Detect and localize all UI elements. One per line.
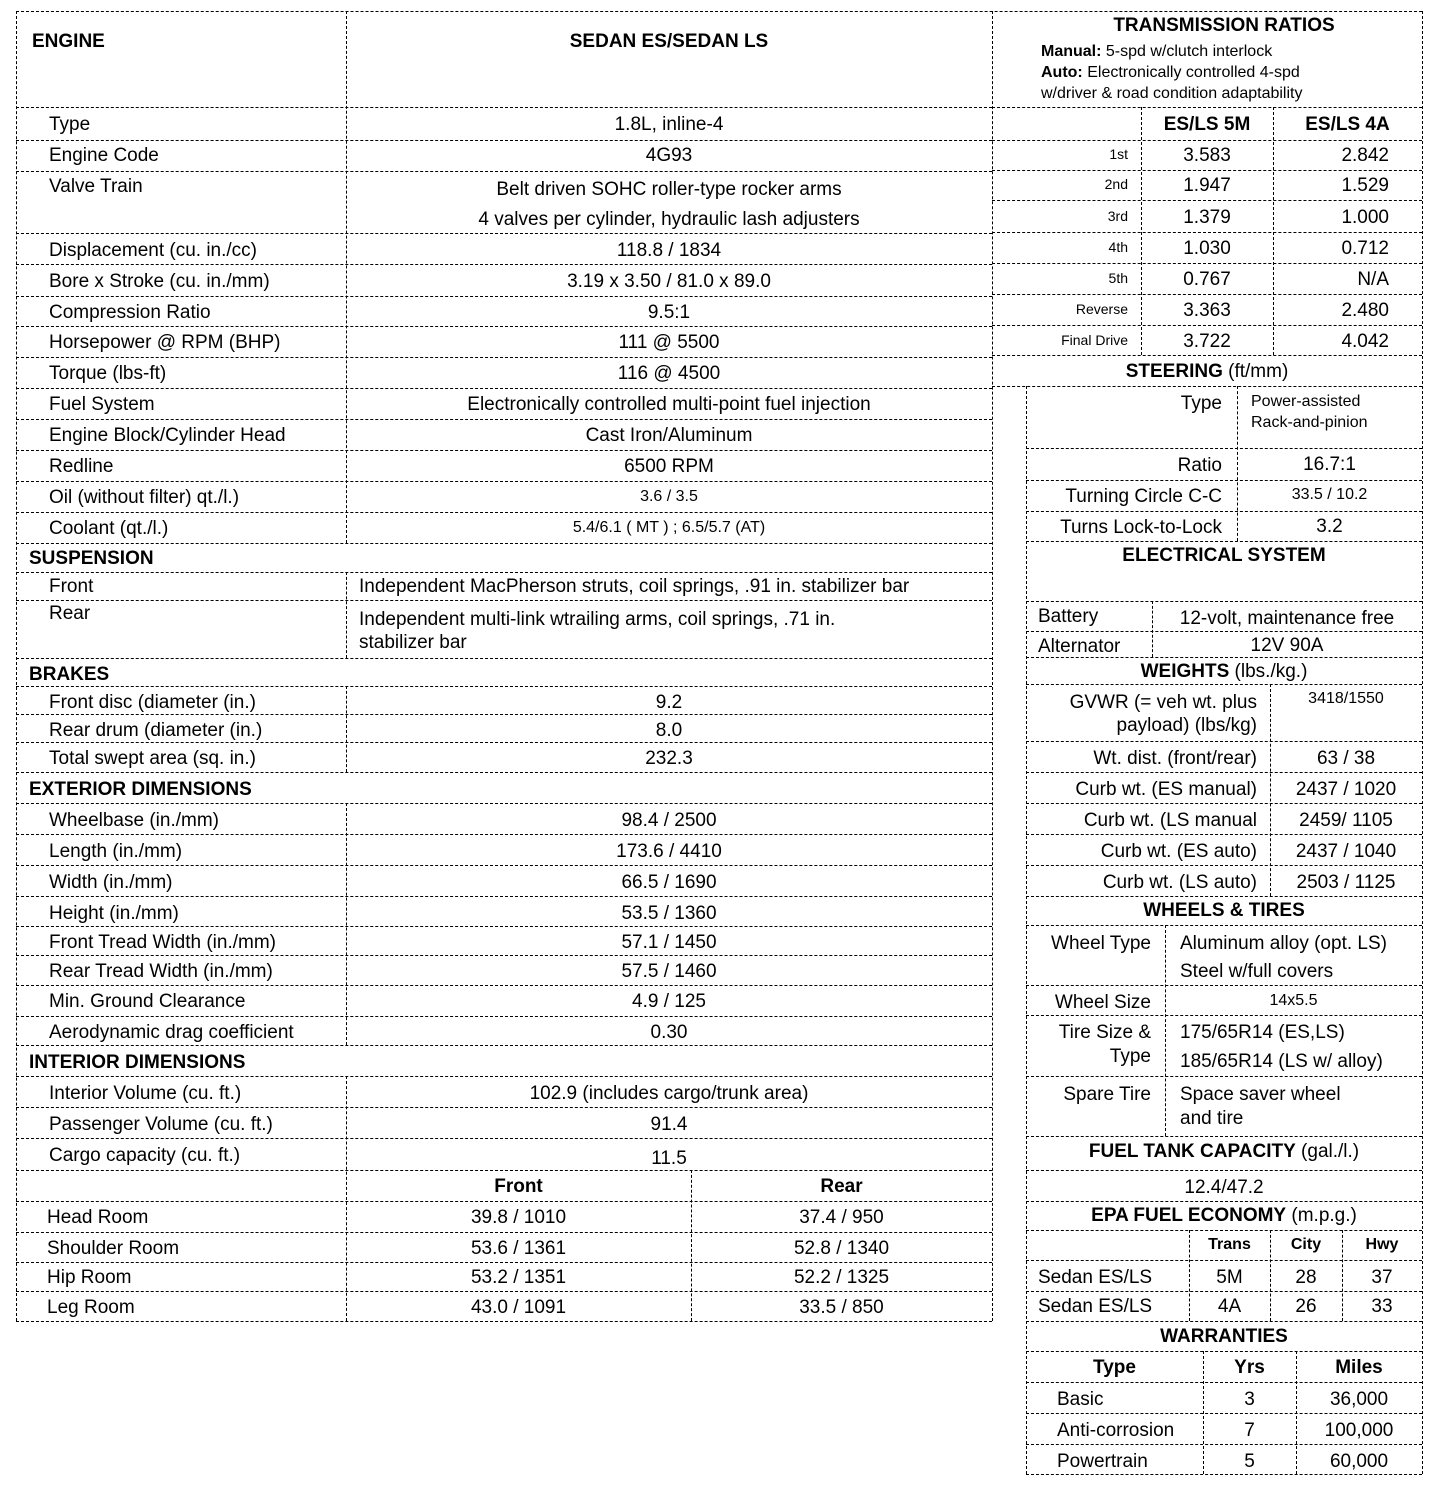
brakes-row-value: 232.3: [645, 748, 693, 769]
weight-row-value: 2437 / 1020: [1295, 779, 1397, 800]
suspension-header: SUSPENSION: [29, 548, 154, 569]
warranty-row-yrs: 7: [1244, 1420, 1255, 1441]
weight-row-label: Curb wt. (ES auto): [1100, 841, 1257, 862]
room-row-front: 53.6 / 1361: [470, 1238, 567, 1259]
gear-label: Reverse: [1075, 301, 1128, 317]
weights-units: (lbs./kg.): [1234, 661, 1308, 682]
gear-4a-value: 4.042: [1341, 331, 1389, 352]
epa-header: EPA FUEL ECONOMY: [1091, 1205, 1287, 1226]
engine-row-label: Fuel System: [49, 394, 155, 415]
front-column-header: Front: [494, 1176, 543, 1197]
gear-label: 3rd: [1107, 208, 1128, 224]
suspension-row-value-line2: stabilizer bar: [359, 632, 467, 653]
col-5m-header: ES/LS 5M: [1163, 114, 1251, 135]
room-row-front: 53.2 / 1351: [470, 1267, 567, 1288]
battery-label: Battery: [1038, 606, 1099, 627]
engine-row-label: Torque (lbs-ft): [49, 363, 167, 384]
steering-type-label: Type: [1180, 393, 1222, 414]
turning-circle-label: Turning Circle C-C: [1065, 486, 1222, 507]
gear-4a-value: 0.712: [1341, 238, 1389, 259]
exterior-row-value: 98.4 / 2500: [621, 810, 717, 831]
gear-5m-value: 1.947: [1183, 175, 1231, 196]
alternator-value: 12V 90A: [1250, 635, 1324, 656]
wheels-header: WHEELS & TIRES: [1143, 900, 1305, 921]
exterior-row-label: Length (in./mm): [49, 841, 183, 862]
gear-4a-value: 1.000: [1341, 207, 1389, 228]
wheel-size-value: 14x5.5: [1269, 992, 1318, 1009]
exterior-row-value: 66.5 / 1690: [621, 872, 717, 893]
gear-label: Final Drive: [1061, 332, 1128, 348]
room-row-label: Head Room: [47, 1207, 149, 1228]
wheel-type-value: Aluminum alloy (opt. LS): [1180, 933, 1387, 954]
engine-row-value: Cast Iron/Aluminum: [585, 425, 753, 446]
epa-row-model: Sedan ES/LS: [1038, 1296, 1153, 1317]
epa-row-model: Sedan ES/LS: [1038, 1267, 1153, 1288]
gear-label: 2nd: [1104, 176, 1128, 192]
engine-row-value: 116 @ 4500: [617, 363, 721, 384]
interior-row-label: Cargo capacity (cu. ft.): [49, 1145, 241, 1166]
exterior-header: EXTERIOR DIMENSIONS: [29, 779, 252, 800]
weight-row-value: 2503 / 1125: [1296, 872, 1396, 893]
auto-desc: [1041, 65, 1300, 81]
exterior-row-label: Wheelbase (in./mm): [49, 810, 219, 831]
engine-row-value: 1.8L, inline-4: [614, 114, 724, 135]
gear-5m-value: 3.583: [1183, 145, 1231, 166]
interior-row-label: Passenger Volume (cu. ft.): [49, 1114, 273, 1135]
steering-ratio-label: Ratio: [1177, 455, 1222, 476]
engine-row-value: 3.19 x 3.50 / 81.0 x 89.0: [567, 271, 771, 292]
brakes-row-label: Rear drum (diameter (in.): [49, 720, 263, 741]
suspension-row-label: Front: [49, 576, 94, 597]
auto-text-line2: w/driver & road condition adaptability: [1041, 85, 1303, 102]
engine-row-value: 9.5:1: [647, 302, 691, 323]
alternator-label: Alternator: [1038, 636, 1121, 657]
weight-row-value: 63 / 38: [1316, 748, 1376, 769]
col-4a-header: ES/LS 4A: [1305, 114, 1390, 135]
gear-4a-value: 1.529: [1341, 175, 1389, 196]
engine-row-value: 6500 RPM: [624, 456, 714, 477]
steering-units: (ft/mm): [1228, 361, 1289, 382]
epa-row-trans: 4A: [1217, 1296, 1242, 1317]
exterior-row-value: 4.9 / 125: [632, 991, 706, 1012]
warranty-miles-header: Miles: [1335, 1357, 1383, 1378]
room-row-rear: 52.2 / 1325: [793, 1267, 890, 1288]
engine-header: ENGINE: [32, 31, 105, 52]
tire-size-label-line2: Type: [1109, 1046, 1151, 1067]
steering-header: STEERING: [1125, 361, 1223, 382]
rear-column-header: Rear: [820, 1176, 863, 1197]
epa-hwy-header: Hwy: [1365, 1236, 1399, 1253]
warranty-row-miles: 36,000: [1329, 1389, 1389, 1410]
gvwr-label: GVWR (= veh wt. plus: [1069, 692, 1257, 713]
weight-row-label: Curb wt. (ES manual): [1075, 779, 1257, 800]
epa-trans-header: Trans: [1208, 1236, 1251, 1253]
engine-row-value: 3.6 / 3.5: [640, 488, 698, 505]
turning-circle-value: 33.5 / 10.2: [1291, 486, 1368, 503]
fuel-tank-value: 12.4/47.2: [1184, 1177, 1264, 1198]
engine-row-label: Engine Block/Cylinder Head: [49, 425, 286, 446]
transmission-header: TRANSMISSION RATIOS: [1113, 15, 1335, 36]
interior-row-value: 102.9 (includes cargo/trunk area): [529, 1083, 809, 1104]
engine-row-label: Valve Train: [49, 176, 143, 197]
steering-title: [992, 362, 1422, 381]
room-row-label: Shoulder Room: [47, 1238, 180, 1259]
spare-tire-value-line2: and tire: [1180, 1108, 1244, 1129]
epa-row-hwy: 33: [1371, 1296, 1393, 1317]
fuel-tank-units: (gal./l.): [1301, 1141, 1360, 1162]
gvwr-value: 3418/1550: [1308, 690, 1384, 707]
steering-type-value: Power-assisted: [1251, 393, 1361, 410]
brakes-row-value: 8.0: [655, 720, 683, 741]
engine-row-label: Coolant (qt./l.): [49, 518, 169, 539]
suspension-row-value: Independent multi-link wtrailing arms, coil springs, .71 in.: [359, 609, 836, 630]
warranty-row-type: Basic: [1057, 1389, 1104, 1410]
weight-row-label: Curb wt. (LS manual: [1083, 810, 1257, 831]
epa-title: [1026, 1206, 1422, 1225]
warranty-yrs-header: Yrs: [1234, 1357, 1265, 1378]
gear-5m-value: 1.030: [1183, 238, 1231, 259]
gear-5m-value: 1.379: [1183, 207, 1231, 228]
engine-row-value: Belt driven SOHC roller-type rocker arms: [496, 179, 842, 200]
warranty-row-type: Anti-corrosion: [1057, 1420, 1175, 1441]
room-row-rear: 52.8 / 1340: [793, 1238, 890, 1259]
engine-row-value: 118.8 / 1834: [616, 240, 722, 261]
interior-row-value: 91.4: [650, 1114, 688, 1135]
warranties-header: WARRANTIES: [1160, 1326, 1288, 1347]
weights-header: WEIGHTS: [1140, 661, 1230, 682]
engine-row-value: 4G93: [645, 145, 693, 166]
engine-row-value: 111 @ 5500: [618, 332, 720, 353]
engine-row-label: Engine Code: [49, 145, 159, 166]
gear-5m-value: 3.363: [1183, 300, 1231, 321]
exterior-row-label: Width (in./mm): [49, 872, 173, 893]
exterior-row-label: Aerodynamic drag coefficient: [49, 1022, 294, 1043]
gear-4a-value: 2.842: [1341, 145, 1389, 166]
room-row-rear: 33.5 / 850: [799, 1297, 884, 1318]
suspension-row-label: Rear: [49, 603, 91, 624]
engine-row-label: Compression Ratio: [49, 302, 211, 323]
engine-row-label: Type: [49, 114, 91, 135]
room-row-rear: 37.4 / 950: [799, 1207, 884, 1228]
warranty-row-miles: 60,000: [1329, 1451, 1389, 1472]
engine-row-label: Horsepower @ RPM (BHP): [49, 332, 281, 353]
epa-row-trans: 5M: [1216, 1267, 1243, 1288]
spare-tire-value: Space saver wheel: [1180, 1084, 1341, 1105]
engine-row-value-line2: 4 valves per cylinder, hydraulic lash adjusters: [478, 209, 860, 230]
exterior-row-label: Height (in./mm): [49, 903, 179, 924]
tire-size-value: 175/65R14 (ES,LS): [1180, 1022, 1345, 1043]
auto-text: Electronically controlled 4-spd: [1087, 64, 1300, 81]
warranty-row-miles: 100,000: [1324, 1420, 1394, 1441]
engine-row-label: Displacement (cu. in./cc): [49, 240, 258, 261]
turns-lock-value: 3.2: [1316, 516, 1343, 537]
warranty-row-type: Powertrain: [1057, 1451, 1148, 1472]
interior-header: INTERIOR DIMENSIONS: [29, 1052, 246, 1073]
engine-row-value: Electronically controlled multi-point fuel injection: [467, 394, 871, 415]
exterior-row-label: Front Tread Width (in./mm): [49, 932, 276, 953]
warranty-row-yrs: 5: [1244, 1451, 1255, 1472]
engine-row-value: 5.4/6.1 ( MT ) ; 6.5/5.7 (AT): [572, 519, 766, 536]
weight-row-value: 2437 / 1040: [1295, 841, 1397, 862]
gear-label: 1st: [1109, 146, 1128, 162]
gvwr-label-line2: payload) (lbs/kg): [1116, 715, 1257, 736]
room-row-front: 39.8 / 1010: [470, 1207, 567, 1228]
manual-desc: [1041, 44, 1272, 60]
engine-row-label: Bore x Stroke (cu. in./mm): [49, 271, 270, 292]
gear-label: 4th: [1108, 239, 1128, 255]
gear-5m-value: 3.722: [1183, 331, 1231, 352]
exterior-row-label: Rear Tread Width (in./mm): [49, 961, 273, 982]
gear-4a-value: N/A: [1357, 269, 1389, 290]
epa-row-city: 28: [1295, 1267, 1317, 1288]
fuel-tank-title: [1026, 1142, 1422, 1161]
electrical-header: ELECTRICAL SYSTEM: [1122, 545, 1326, 566]
weight-row-label: Wt. dist. (front/rear): [1093, 748, 1257, 769]
weight-row-value: 2459/ 1105: [1299, 810, 1393, 831]
epa-row-hwy: 37: [1371, 1267, 1393, 1288]
interior-row-value: 11.5: [651, 1148, 687, 1169]
suspension-row-value: Independent MacPherson struts, coil springs, .91 in. stabilizer bar: [359, 576, 910, 597]
interior-row-label: Interior Volume (cu. ft.): [49, 1083, 242, 1104]
engine-row-label: Oil (without filter) qt./l.): [49, 487, 240, 508]
exterior-row-value: 57.1 / 1450: [621, 932, 717, 953]
weights-title: [1026, 662, 1422, 681]
room-row-label: Leg Room: [47, 1297, 135, 1318]
manual-label: Manual:: [1041, 43, 1102, 60]
brakes-row-label: Total swept area (sq. in.): [49, 748, 256, 769]
wheel-type-label: Wheel Type: [1051, 933, 1151, 954]
auto-label: Auto:: [1041, 64, 1083, 81]
epa-row-city: 26: [1295, 1296, 1317, 1317]
weight-row-label: Curb wt. (LS auto): [1102, 872, 1257, 893]
tire-size-label: Tire Size &: [1058, 1022, 1151, 1043]
exterior-row-value: 57.5 / 1460: [621, 961, 717, 982]
spare-tire-label: Spare Tire: [1063, 1084, 1151, 1105]
gear-5m-value: 0.767: [1183, 269, 1231, 290]
warranty-row-yrs: 3: [1244, 1389, 1255, 1410]
brakes-header: BRAKES: [29, 664, 110, 685]
steering-ratio-value: 16.7:1: [1303, 454, 1356, 475]
exterior-row-value: 173.6 / 4410: [616, 841, 722, 862]
manual-text: 5-spd w/clutch interlock: [1105, 43, 1273, 60]
engine-row-label: Redline: [49, 456, 114, 477]
exterior-row-label: Min. Ground Clearance: [49, 991, 246, 1012]
fuel-tank-header: FUEL TANK CAPACITY: [1088, 1141, 1296, 1162]
gear-label: 5th: [1108, 270, 1128, 286]
exterior-row-value: 53.5 / 1360: [621, 903, 717, 924]
room-row-front: 43.0 / 1091: [470, 1297, 567, 1318]
steering-type-value-line2: Rack-and-pinion: [1251, 414, 1368, 431]
battery-value: 12-volt, maintenance free: [1179, 608, 1395, 629]
wheel-size-label: Wheel Size: [1054, 992, 1151, 1013]
brakes-row-value: 9.2: [655, 692, 683, 713]
exterior-row-value: 0.30: [650, 1022, 688, 1043]
warranty-type-header: Type: [1093, 1357, 1136, 1378]
brakes-row-label: Front disc (diameter (in.): [49, 692, 256, 713]
tire-size-value-line2: 185/65R14 (LS w/ alloy): [1180, 1051, 1383, 1072]
wheel-type-value-line2: Steel w/full covers: [1180, 961, 1334, 982]
sedan-column-header: SEDAN ES/SEDAN LS: [569, 31, 769, 52]
turns-lock-label: Turns Lock-to-Lock: [1060, 517, 1222, 538]
gear-4a-value: 2.480: [1341, 300, 1389, 321]
epa-units: (m.p.g.): [1291, 1205, 1357, 1226]
epa-city-header: City: [1290, 1236, 1322, 1253]
room-row-label: Hip Room: [47, 1267, 132, 1288]
